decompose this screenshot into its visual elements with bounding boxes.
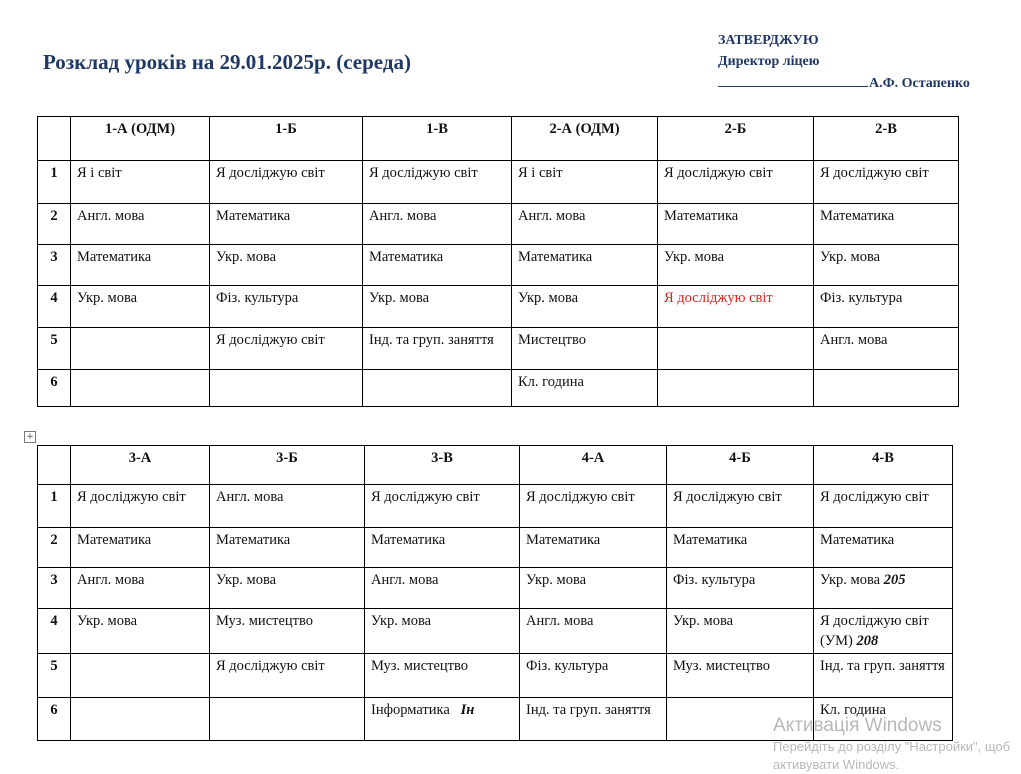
lesson-cell[interactable]	[363, 370, 512, 407]
schedule-table-grades-1-2	[37, 116, 959, 407]
lesson-cell[interactable]: Математика	[520, 528, 667, 568]
table-header-row	[38, 117, 959, 161]
lesson-number[interactable]: 3	[38, 245, 71, 286]
page-title: Розклад уроків на 29.01.2025р. (середа)	[43, 50, 411, 74]
lesson-cell[interactable]: Укр. мова	[71, 609, 210, 654]
room-number: 205	[883, 572, 906, 588]
corner-cell	[38, 117, 71, 161]
watermark-title: Активація Windows	[773, 715, 942, 736]
lesson-cell[interactable]: Укр. мова	[363, 286, 512, 328]
lesson-cell[interactable]: Укр. мова	[210, 245, 363, 286]
lesson-cell[interactable]: Англ. мова	[71, 204, 210, 245]
lesson-number[interactable]: 3	[38, 568, 71, 609]
lesson-cell[interactable]: Англ. мова	[512, 204, 658, 245]
lesson-cell[interactable]: Муз. мистецтво	[667, 654, 814, 698]
class-header[interactable]: 3-В	[365, 446, 520, 485]
table-row	[38, 245, 959, 286]
lesson-cell[interactable]: Англ. мова	[363, 204, 512, 245]
table-row	[38, 654, 953, 698]
lesson-number[interactable]: 4	[38, 286, 71, 328]
corner-cell	[38, 446, 71, 485]
lesson-cell[interactable]: Муз. мистецтво	[210, 609, 365, 654]
lesson-number[interactable]: 1	[38, 161, 71, 204]
table-row	[38, 609, 953, 654]
windows-activation-watermark	[773, 714, 1010, 774]
lesson-name: Укр. мова	[820, 572, 881, 588]
signature-line	[718, 72, 868, 87]
lesson-cell[interactable]: Укр. мова	[71, 286, 210, 328]
lesson-cell[interactable]: Математика	[814, 204, 959, 245]
watermark-line: активувати Windows.	[773, 757, 900, 772]
lesson-cell[interactable]: Математика	[363, 245, 512, 286]
lesson-cell[interactable]: Англ. мова	[365, 568, 520, 609]
lesson-cell[interactable]: Математика	[210, 204, 363, 245]
lesson-cell[interactable]: Інд. та груп. заняття	[363, 328, 512, 370]
approve-signature	[718, 72, 970, 94]
lesson-cell[interactable]: Укр. мова	[210, 568, 365, 609]
lesson-cell[interactable]: Математика	[814, 528, 953, 568]
table-move-handle-icon[interactable]: +	[24, 431, 36, 443]
lesson-cell[interactable]: Фіз. культура	[814, 286, 959, 328]
lesson-number[interactable]: 4	[38, 609, 71, 654]
class-header[interactable]: 2-В	[814, 117, 959, 161]
table-row	[38, 568, 953, 609]
class-header[interactable]: 1-А (ОДМ)	[71, 117, 210, 161]
table-row	[38, 485, 953, 528]
lesson-cell[interactable]: Я і світ	[512, 161, 658, 204]
approve-word: ЗАТВЕРДЖУЮ	[718, 33, 819, 48]
lesson-cell[interactable]: Математика	[658, 204, 814, 245]
lesson-cell[interactable]: Англ. мова	[520, 609, 667, 654]
lesson-cell[interactable]	[210, 698, 365, 741]
lesson-cell[interactable]: Я досліджую світ	[520, 485, 667, 528]
lesson-number[interactable]: 5	[38, 654, 71, 698]
lesson-cell[interactable]	[814, 568, 953, 609]
lesson-cell[interactable]: Інд. та груп. заняття	[520, 698, 667, 741]
class-header[interactable]: 2-А (ОДМ)	[512, 117, 658, 161]
class-header[interactable]: 2-Б	[658, 117, 814, 161]
lesson-cell[interactable]: Математика	[365, 528, 520, 568]
lesson-cell[interactable]: Я досліджую світ	[363, 161, 512, 204]
lesson-cell[interactable]: Я і світ	[71, 161, 210, 204]
lesson-number[interactable]: 6	[38, 698, 71, 741]
lesson-name: Інформатика	[371, 702, 450, 718]
lesson-cell[interactable]	[814, 370, 959, 407]
class-header[interactable]: 4-В	[814, 446, 953, 485]
lesson-cell[interactable]: Мистецтво	[512, 328, 658, 370]
lesson-cell[interactable]: Укр. мова	[365, 609, 520, 654]
lesson-cell[interactable]: Математика	[210, 528, 365, 568]
lesson-cell[interactable]: Я досліджую світ	[658, 161, 814, 204]
lesson-number[interactable]: 5	[38, 328, 71, 370]
lesson-cell[interactable]: Математика	[71, 528, 210, 568]
lesson-number[interactable]: 2	[38, 528, 71, 568]
lesson-number[interactable]: 2	[38, 204, 71, 245]
room-number: Ін	[460, 702, 475, 718]
lesson-cell[interactable]: Укр. мова	[658, 245, 814, 286]
lesson-cell[interactable]: Фіз. культура	[210, 286, 363, 328]
lesson-number[interactable]: 6	[38, 370, 71, 407]
lesson-cell[interactable]: Укр. мова	[814, 245, 959, 286]
lesson-number[interactable]: 1	[38, 485, 71, 528]
lesson-cell[interactable]: Кл. година	[814, 698, 953, 741]
room-number: 208	[856, 633, 879, 649]
table-row	[38, 370, 959, 407]
lesson-cell[interactable]	[658, 328, 814, 370]
approve-position: Директор ліцею	[718, 54, 820, 69]
lesson-cell[interactable]: Математика	[512, 245, 658, 286]
class-header[interactable]: 1-В	[363, 117, 512, 161]
lesson-cell[interactable]: Я досліджую світ	[365, 485, 520, 528]
lesson-cell[interactable]	[210, 370, 363, 407]
lesson-cell[interactable]: Англ. мова	[814, 328, 959, 370]
class-header[interactable]: 4-Б	[667, 446, 814, 485]
lesson-cell[interactable]	[71, 698, 210, 741]
lesson-cell[interactable]: Фіз. культура	[520, 654, 667, 698]
lesson-cell-highlighted[interactable]: Я досліджую світ	[658, 286, 814, 328]
class-header[interactable]: 3-Б	[210, 446, 365, 485]
lesson-cell[interactable]: Англ. мова	[210, 485, 365, 528]
schedule-table-grades-3-4	[37, 445, 953, 741]
lesson-cell[interactable]	[658, 370, 814, 407]
table-row	[38, 204, 959, 245]
lesson-cell[interactable]: Укр. мова	[512, 286, 658, 328]
lesson-cell[interactable]: Я досліджую світ	[210, 654, 365, 698]
lesson-cell[interactable]: Я досліджую світ	[210, 161, 363, 204]
lesson-cell[interactable]: Я досліджую світ	[814, 161, 959, 204]
table-row	[38, 528, 953, 568]
class-header[interactable]: 3-А	[71, 446, 210, 485]
lesson-cell[interactable]	[71, 654, 210, 698]
class-header[interactable]: 4-А	[520, 446, 667, 485]
lesson-cell[interactable]: Кл. година	[512, 370, 658, 407]
lesson-cell[interactable]	[71, 328, 210, 370]
approval-block	[718, 30, 970, 94]
lesson-cell[interactable]: Укр. мова	[520, 568, 667, 609]
table-row	[38, 286, 959, 328]
lesson-cell[interactable]	[365, 698, 520, 741]
lesson-cell[interactable]: Укр. мова	[667, 609, 814, 654]
lesson-cell[interactable]: Англ. мова	[71, 568, 210, 609]
lesson-cell[interactable]: Інд. та груп. заняття	[814, 654, 953, 698]
lesson-cell[interactable]: Я досліджую світ	[210, 328, 363, 370]
class-header[interactable]: 1-Б	[210, 117, 363, 161]
lesson-cell[interactable]: Фіз. культура	[667, 568, 814, 609]
table-header-row	[38, 446, 953, 485]
lesson-cell[interactable]: Я досліджую світ	[814, 485, 953, 528]
table-row	[38, 328, 959, 370]
lesson-cell[interactable]: Муз. мистецтво	[365, 654, 520, 698]
lesson-cell[interactable]: Математика	[667, 528, 814, 568]
lesson-name: Я досліджую світ (УМ)	[820, 613, 936, 649]
table-row	[38, 161, 959, 204]
approve-name: А.Ф. Остапенко	[869, 76, 970, 91]
lesson-cell[interactable]	[814, 609, 953, 654]
watermark-line: Перейдіть до розділу "Настройки", щоб	[773, 739, 1011, 754]
lesson-cell[interactable]: Математика	[71, 245, 210, 286]
lesson-cell[interactable]: Я досліджую світ	[667, 485, 814, 528]
lesson-cell[interactable]: Я досліджую світ	[71, 485, 210, 528]
lesson-cell[interactable]	[71, 370, 210, 407]
